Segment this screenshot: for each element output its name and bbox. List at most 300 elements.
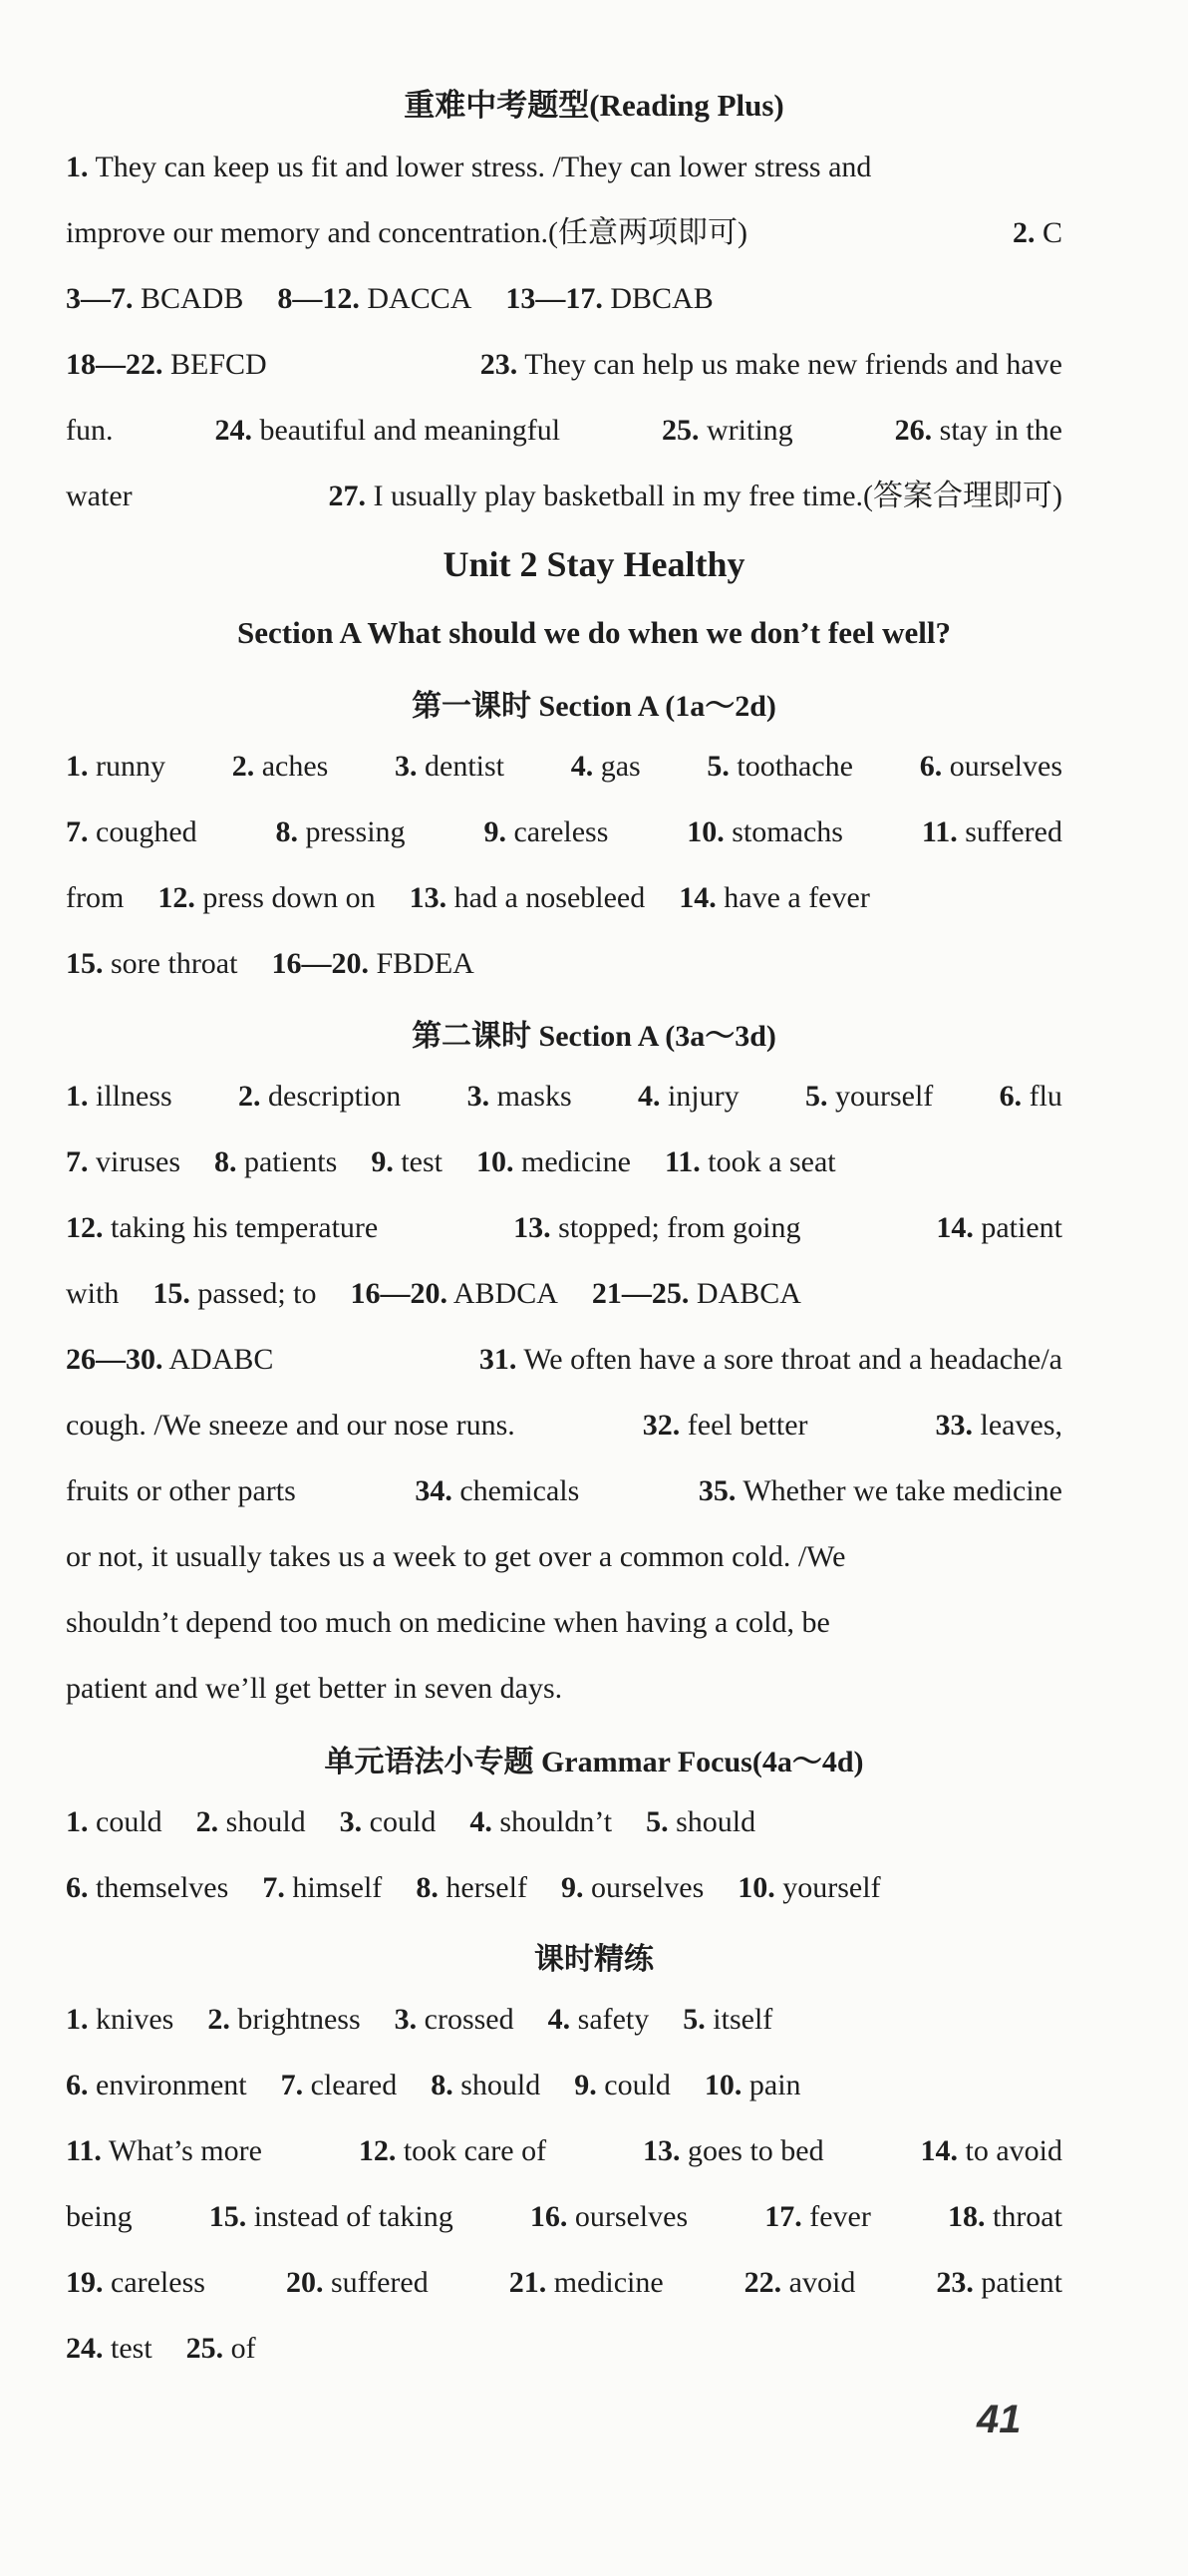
answer-number: 1. <box>66 1080 89 1113</box>
answer-text: DBCAB <box>610 282 714 315</box>
answer-number: 12. <box>358 2134 397 2167</box>
answer-item <box>66 1274 119 1314</box>
answer-item <box>66 477 133 516</box>
answer-number: 6. <box>999 1080 1023 1113</box>
answer-item <box>936 1208 1062 1248</box>
answer-line <box>66 812 1062 852</box>
answer-text: suffered <box>965 815 1062 848</box>
answer-number: 3. <box>395 750 418 783</box>
answer-item <box>66 213 747 253</box>
answer-number: 11. <box>66 2134 102 2167</box>
answer-text: We often have a sore throat and a headache/a <box>523 1343 1062 1376</box>
answer-item <box>638 1077 740 1117</box>
answer-text: patient and we’ll get better in seven days. <box>66 1672 563 1705</box>
answer-line <box>66 1471 1062 1511</box>
answer-text: himself <box>292 1871 383 1904</box>
unit-title: Unit 2 Stay Healthy <box>443 544 745 584</box>
answer-text: avoid <box>788 2266 856 2299</box>
answer-item <box>66 2066 247 2105</box>
answer-item <box>66 1077 172 1117</box>
answer-number: 16—20. <box>350 1277 447 1310</box>
answer-item <box>643 1406 808 1446</box>
answer-item <box>948 2197 1062 2237</box>
answer-line <box>66 213 1062 253</box>
answer-text: fruits or other parts <box>66 1474 296 1507</box>
answer-item <box>262 1868 382 1908</box>
answer-number: 3. <box>394 2003 418 2036</box>
answer-text: stay in the <box>939 414 1062 447</box>
answer-text: ourselves <box>949 750 1062 783</box>
answer-item <box>66 1208 378 1248</box>
answer-item <box>643 2131 824 2171</box>
answer-number: 11. <box>664 1145 701 1178</box>
answer-number: 8. <box>431 2069 453 2101</box>
answer-number: 34. <box>415 1474 452 1507</box>
answer-item <box>469 1802 612 1842</box>
answer-text: could <box>96 1805 162 1838</box>
answer-number: 11. <box>921 815 958 848</box>
answer-item <box>209 2197 453 2237</box>
answer-number: 25. <box>662 414 700 447</box>
answer-text: leaves, <box>980 1409 1062 1442</box>
answer-item <box>271 944 473 984</box>
answer-line <box>66 2329 1062 2369</box>
answer-number: 13. <box>409 881 447 914</box>
answer-text: They can keep us fit and lower stress. /They can lower stress and <box>95 151 872 183</box>
answer-line <box>66 2197 1062 2237</box>
answer-text: medicine <box>520 1145 631 1178</box>
answer-line <box>66 2066 1062 2105</box>
answer-item <box>395 2000 514 2040</box>
answer-text: careless <box>513 815 609 848</box>
answer-item <box>920 747 1062 787</box>
answer-item <box>561 1868 704 1908</box>
answer-text: They can help us make new friends and have <box>524 348 1062 381</box>
answer-text: careless <box>111 2266 205 2299</box>
answer-number: 2. <box>238 1080 261 1113</box>
answer-text: cough. /We sneeze and our nose runs. <box>66 1409 515 1442</box>
answer-item <box>207 2000 360 2040</box>
answer-number: 1. <box>66 750 89 783</box>
answer-number: 10. <box>475 1145 514 1178</box>
answer-text: ABDCA <box>452 1277 558 1310</box>
answer-number: 13. <box>513 1211 551 1244</box>
answer-text: coughed <box>96 815 197 848</box>
answer-line <box>66 2263 1062 2303</box>
answer-number: 21—25. <box>591 1277 690 1310</box>
answer-item <box>662 411 793 451</box>
answer-number: 6. <box>919 750 943 783</box>
answer-number: 5. <box>707 750 730 783</box>
answer-text: BCADB <box>141 282 244 315</box>
answer-number: 7. <box>280 2069 304 2101</box>
answer-text: with <box>66 1277 120 1310</box>
answer-text: medicine <box>553 2266 664 2299</box>
answer-item <box>548 2000 650 2040</box>
answer-text: knives <box>96 2003 174 2036</box>
answer-text: DABCA <box>696 1277 801 1310</box>
answer-item <box>476 1142 631 1182</box>
answer-number: 13—17. <box>505 282 603 315</box>
answer-number: 5. <box>804 1080 828 1113</box>
answer-text: have a fever <box>724 881 870 914</box>
answer-text: injury <box>667 1080 740 1113</box>
answer-text: I usually play basketball in my free time.(答案合理即可) <box>373 480 1062 512</box>
answer-text: patient <box>981 2266 1062 2299</box>
answer-number: 9. <box>574 2069 597 2101</box>
answer-number: 2. <box>195 1805 219 1838</box>
answer-item <box>922 812 1062 852</box>
answer-number: 14. <box>920 2134 958 2167</box>
answer-item <box>699 1471 1062 1511</box>
answer-number: 12. <box>157 881 195 914</box>
answer-number: 24. <box>66 2332 104 2365</box>
answer-text: DACCA <box>367 282 472 315</box>
answer-number: 31. <box>478 1343 517 1376</box>
answer-item <box>66 2197 133 2237</box>
answer-text: press down on <box>202 881 376 914</box>
answer-line <box>66 1274 1062 1314</box>
answer-item <box>574 2066 671 2105</box>
answer-item <box>359 2131 546 2171</box>
answer-item <box>66 1802 162 1842</box>
answer-text: chemicals <box>459 1474 580 1507</box>
answer-item <box>744 2263 856 2303</box>
answer-text: shouldn’t depend too much on medicine when having a cold, be <box>66 1606 830 1639</box>
answer-item <box>738 1868 880 1908</box>
answer-number: 1. <box>66 151 89 183</box>
answer-number: 10. <box>738 1871 775 1904</box>
answer-item <box>371 1142 443 1182</box>
answer-number: 8. <box>275 815 299 848</box>
answer-text: test <box>111 2332 152 2365</box>
answer-line <box>66 1406 1062 1446</box>
answer-number: 18. <box>947 2200 986 2233</box>
answer-number: 7. <box>66 815 89 848</box>
answer-text: being <box>66 2200 133 2233</box>
answer-number: 8. <box>416 1871 439 1904</box>
answer-item <box>805 1077 933 1117</box>
answer-number: 9. <box>560 1871 584 1904</box>
answer-text: Whether we take medicine <box>742 1474 1062 1507</box>
answer-number: 3. <box>466 1080 490 1113</box>
answer-item <box>196 1802 306 1842</box>
answer-text: stopped; from going <box>558 1211 801 1244</box>
answer-number: 25. <box>185 2332 224 2365</box>
answer-item <box>66 944 237 984</box>
answer-item <box>152 1274 316 1314</box>
answer-text: had a nosebleed <box>453 881 646 914</box>
answer-item <box>66 1868 228 1908</box>
answer-item <box>232 747 329 787</box>
answer-line <box>66 944 1062 984</box>
answer-item <box>66 878 124 918</box>
answer-text: BEFCD <box>170 348 267 381</box>
answer-line <box>66 1669 1062 1709</box>
answer-text: patient <box>981 1211 1062 1244</box>
answer-text: writing <box>707 414 793 447</box>
answer-line <box>66 2131 1062 2171</box>
answer-text: herself <box>446 1871 527 1904</box>
answer-text: or not, it usually takes us a week to get over a common cold. /We <box>66 1540 846 1573</box>
answer-text: gas <box>600 750 641 783</box>
answer-line <box>66 1142 1062 1182</box>
answer-text: from <box>66 881 125 914</box>
answer-number: 4. <box>547 2003 571 2036</box>
answer-item <box>679 878 870 918</box>
answer-text: should <box>225 1805 306 1838</box>
answer-text: C <box>1041 216 1062 249</box>
answer-text: instead of taking <box>253 2200 453 2233</box>
answer-number: 35. <box>698 1474 737 1507</box>
answer-number: 33. <box>935 1409 974 1442</box>
answer-item <box>509 2263 664 2303</box>
answer-text: description <box>268 1080 402 1113</box>
answer-line <box>66 411 1062 451</box>
answer-line <box>66 878 1062 918</box>
answer-text: to avoid <box>965 2134 1062 2167</box>
answer-text: cleared <box>310 2069 398 2101</box>
answer-item <box>66 1669 562 1709</box>
answer-text: FBDEA <box>376 947 474 980</box>
answer-number: 20. <box>285 2266 324 2299</box>
answer-number: 7. <box>66 1145 89 1178</box>
reading-plus-title: 重难中考题型(Reading Plus) <box>404 88 784 123</box>
answer-text: dentist <box>425 750 504 783</box>
answer-number: 6. <box>66 2069 89 2101</box>
answer-text: test <box>401 1145 443 1178</box>
answer-item <box>571 747 641 787</box>
answer-number: 24. <box>214 414 252 447</box>
answer-number: 1. <box>66 2003 89 2036</box>
answer-text: of <box>230 2332 256 2365</box>
answer-number: 6. <box>66 1871 89 1904</box>
answer-number: 9. <box>483 815 506 848</box>
answer-number: 2. <box>231 750 255 783</box>
answer-text: ourselves <box>574 2200 689 2233</box>
answer-item <box>505 279 713 319</box>
answer-item <box>276 812 406 852</box>
answer-number: 26. <box>894 414 933 447</box>
answer-text: took care of <box>403 2134 547 2167</box>
answer-text: fever <box>809 2200 871 2233</box>
answer-line <box>66 1802 1062 1842</box>
answer-line <box>66 1537 1062 1577</box>
answer-item <box>410 878 646 918</box>
answer-item <box>687 812 843 852</box>
answer-item <box>66 279 243 319</box>
answer-number: 13. <box>642 2134 681 2167</box>
answer-item <box>66 345 267 385</box>
answer-number: 17. <box>764 2200 802 2233</box>
answer-number: 4. <box>570 750 594 783</box>
answer-number: 32. <box>642 1409 681 1442</box>
answer-line <box>66 1208 1062 1248</box>
answer-text: brightness <box>237 2003 361 2036</box>
answer-number: 8. <box>214 1145 237 1178</box>
answer-number: 27. <box>328 480 366 512</box>
answer-text: passed; to <box>197 1277 317 1310</box>
answer-number: 2. <box>207 2003 230 2036</box>
answer-item <box>66 2131 262 2171</box>
answer-item <box>936 2263 1062 2303</box>
answer-line <box>66 747 1062 787</box>
answer-text: fun. <box>66 414 114 447</box>
answer-number: 9. <box>371 1145 394 1178</box>
answer-item <box>467 1077 572 1117</box>
answer-text: masks <box>496 1080 572 1113</box>
answer-item <box>66 2329 152 2369</box>
answer-number: 10. <box>704 2069 742 2101</box>
answer-text: crossed <box>424 2003 514 2036</box>
answer-item <box>66 1406 515 1446</box>
answer-number: 15. <box>66 947 104 980</box>
page-number: 41 <box>977 2398 1022 2441</box>
answer-text: flu <box>1029 1080 1062 1113</box>
answer-number: 14. <box>936 1211 974 1244</box>
answer-number: 21. <box>508 2266 547 2299</box>
answer-item <box>479 1340 1062 1380</box>
section-title: Section A What should we do when we don’t feel well? <box>237 615 951 650</box>
answer-item <box>936 1406 1062 1446</box>
answer-item <box>415 1471 579 1511</box>
answer-item <box>214 411 560 451</box>
answer-number: 15. <box>152 1277 190 1310</box>
answer-item <box>351 1274 558 1314</box>
answer-item <box>66 2000 173 2040</box>
answer-item <box>340 1802 437 1842</box>
answer-line <box>66 148 1062 187</box>
answer-line <box>66 279 1062 319</box>
answer-text: suffered <box>330 2266 429 2299</box>
answer-number: 16—20. <box>271 947 369 980</box>
answer-number: 7. <box>262 1871 285 1904</box>
answer-text: should <box>676 1805 756 1838</box>
answer-item <box>66 812 197 852</box>
answer-text: themselves <box>96 1871 229 1904</box>
answer-number: 3. <box>339 1805 363 1838</box>
answer-text: runny <box>96 750 165 783</box>
answer-line <box>66 1077 1062 1117</box>
answer-item <box>592 1274 801 1314</box>
answer-number: 16. <box>529 2200 568 2233</box>
answer-text: should <box>460 2069 541 2101</box>
answer-item <box>646 1802 755 1842</box>
answer-line <box>66 2000 1062 2040</box>
answer-text: ourselves <box>590 1871 705 1904</box>
answer-text: aches <box>261 750 329 783</box>
answer-line <box>66 345 1062 385</box>
answer-text: stomachs <box>732 815 843 848</box>
answer-text: water <box>66 480 133 512</box>
answer-number: 4. <box>637 1080 661 1113</box>
answer-text: yourself <box>834 1080 934 1113</box>
answer-number: 26—30. <box>66 1343 163 1376</box>
answer-item <box>705 2066 801 2105</box>
answer-item <box>238 1077 401 1117</box>
answer-item <box>1013 213 1062 253</box>
answer-item <box>1000 1077 1062 1117</box>
answer-item <box>665 1142 836 1182</box>
answer-item <box>480 345 1062 385</box>
answer-item <box>395 747 504 787</box>
answer-item <box>66 1471 296 1511</box>
answer-number: 1. <box>66 1805 89 1838</box>
answer-item <box>328 477 1062 516</box>
answer-text: improve our memory and concentration.(任意两项即可) <box>66 216 747 249</box>
answer-text: took a seat <box>708 1145 836 1178</box>
answer-item <box>416 1868 527 1908</box>
answer-text: patients <box>244 1145 338 1178</box>
answer-item <box>277 279 471 319</box>
lesson1-title: 第一课时 Section A (1a～2d) <box>412 690 776 723</box>
answer-number: 14. <box>679 881 717 914</box>
grammar-title: 单元语法小专题 Grammar Focus(4a～4d) <box>324 1746 864 1778</box>
answer-item <box>707 747 853 787</box>
answer-item <box>530 2197 688 2237</box>
answer-item <box>66 1142 180 1182</box>
answer-number: 8—12. <box>277 282 360 315</box>
answer-number: 23. <box>936 2266 974 2299</box>
answer-text: toothache <box>737 750 853 783</box>
answer-number: 10. <box>687 815 725 848</box>
answer-number: 22. <box>743 2266 782 2299</box>
answer-item <box>66 1603 830 1643</box>
answer-line <box>66 477 1062 516</box>
practice-title: 课时精练 <box>534 1943 654 1976</box>
answer-number: 18—22. <box>66 348 163 381</box>
answer-item <box>66 747 165 787</box>
answer-number: 12. <box>66 1211 104 1244</box>
answer-number: 4. <box>469 1805 492 1838</box>
answer-number: 3—7. <box>66 282 134 315</box>
answer-line <box>66 1603 1062 1643</box>
answer-item <box>431 2066 540 2105</box>
answer-number: 5. <box>646 1805 669 1838</box>
answer-item <box>66 411 114 451</box>
answer-text: pain <box>748 2069 801 2101</box>
lesson2-title: 第二课时 Section A (3a～3d) <box>412 1020 776 1053</box>
answer-item <box>66 148 871 187</box>
answer-text: illness <box>96 1080 172 1113</box>
answer-item <box>281 2066 398 2105</box>
answer-item <box>920 2131 1062 2171</box>
answer-number: 2. <box>1012 216 1036 249</box>
answer-text: taking his temperature <box>111 1211 379 1244</box>
answer-item <box>66 1537 845 1577</box>
answer-number: 23. <box>479 348 518 381</box>
answer-item <box>513 1208 800 1248</box>
answer-text: viruses <box>96 1145 180 1178</box>
answer-text: yourself <box>782 1871 881 1904</box>
answer-text: shouldn’t <box>499 1805 613 1838</box>
answer-item <box>895 411 1062 451</box>
answer-item <box>286 2263 429 2303</box>
answer-text: could <box>604 2069 671 2101</box>
answer-text: ADABC <box>168 1343 274 1376</box>
answer-item <box>157 878 375 918</box>
answer-item <box>483 812 608 852</box>
answer-text: could <box>369 1805 437 1838</box>
answer-item <box>683 2000 772 2040</box>
answer-line <box>66 1340 1062 1380</box>
answer-text: pressing <box>305 815 406 848</box>
answer-text: What’s more <box>108 2134 262 2167</box>
answer-text: goes to bed <box>687 2134 824 2167</box>
answer-text: feel better <box>687 1409 808 1442</box>
answer-item <box>186 2329 256 2369</box>
answer-item <box>66 2263 205 2303</box>
